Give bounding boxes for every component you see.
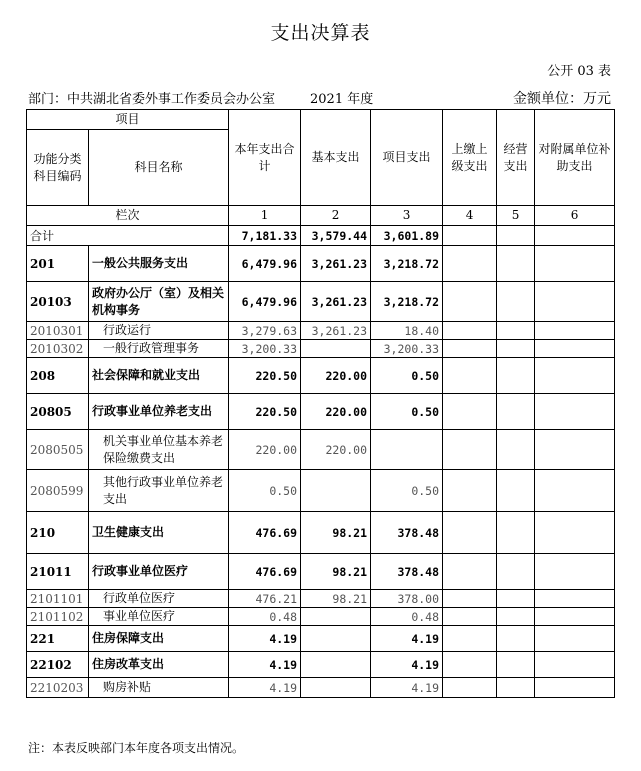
row-business bbox=[497, 512, 535, 554]
row-total: 220.50 bbox=[229, 394, 301, 430]
row-total: 4.19 bbox=[229, 652, 301, 678]
footnote: 注：本表反映部门本年度各项支出情况。 bbox=[28, 741, 245, 755]
row-code: 2080599 bbox=[27, 470, 89, 512]
row-total: 4.19 bbox=[229, 626, 301, 652]
row-subject-name: 一般行政管理事务 bbox=[89, 340, 229, 358]
row-business bbox=[497, 430, 535, 470]
row-code: 210 bbox=[27, 512, 89, 554]
row-subsidy bbox=[535, 246, 615, 282]
row-project: 0.50 bbox=[371, 470, 443, 512]
row-code: 21011 bbox=[27, 554, 89, 590]
table-row bbox=[27, 626, 615, 652]
row-total: 220.50 bbox=[229, 358, 301, 394]
row-subsidy bbox=[535, 678, 615, 698]
row-basic: 3,261.23 bbox=[301, 322, 371, 340]
table-row bbox=[27, 678, 615, 698]
row-project: 0.48 bbox=[371, 608, 443, 626]
header-total: 本年支出合计 bbox=[229, 110, 301, 206]
col-num: 4 bbox=[443, 206, 497, 226]
header-upper: 上缴上级支出 bbox=[443, 110, 497, 206]
row-business bbox=[497, 554, 535, 590]
row-business bbox=[497, 678, 535, 698]
row-upper bbox=[443, 322, 497, 340]
row-basic: 98.21 bbox=[301, 590, 371, 608]
row-upper bbox=[443, 512, 497, 554]
row-subject-name: 行政事业单位养老支出 bbox=[89, 394, 229, 430]
row-project: 4.19 bbox=[371, 626, 443, 652]
table-row bbox=[27, 512, 615, 554]
row-upper bbox=[443, 340, 497, 358]
row-subject-name: 社会保障和就业支出 bbox=[89, 358, 229, 394]
row-code: 221 bbox=[27, 626, 89, 652]
row-upper bbox=[443, 554, 497, 590]
row-total: 3,279.63 bbox=[229, 322, 301, 340]
table-row bbox=[27, 358, 615, 394]
row-upper bbox=[443, 590, 497, 608]
row-subject-name: 事业单位医疗 bbox=[89, 608, 229, 626]
row-subsidy bbox=[535, 394, 615, 430]
row-upper bbox=[443, 678, 497, 698]
col-num: 3 bbox=[371, 206, 443, 226]
total-amount: 7,181.33 bbox=[229, 226, 301, 246]
total-label: 合计 bbox=[27, 226, 229, 246]
header-func-code: 功能分类科目编码 bbox=[27, 130, 89, 206]
row-subject-name: 卫生健康支出 bbox=[89, 512, 229, 554]
row-subsidy bbox=[535, 652, 615, 678]
row-basic bbox=[301, 608, 371, 626]
row-subject-name: 住房改革支出 bbox=[89, 652, 229, 678]
row-code: 2210203 bbox=[27, 678, 89, 698]
row-subsidy bbox=[535, 470, 615, 512]
row-upper bbox=[443, 246, 497, 282]
row-total: 4.19 bbox=[229, 678, 301, 698]
row-subject-name: 一般公共服务支出 bbox=[89, 246, 229, 282]
header-project-expenditure: 项目支出 bbox=[371, 110, 443, 206]
fiscal-year: 2021 年度 bbox=[310, 92, 374, 107]
header-column-label: 栏次 bbox=[27, 206, 229, 226]
total-basic: 3,579.44 bbox=[301, 226, 371, 246]
row-upper bbox=[443, 358, 497, 394]
row-subject-name: 机关事业单位基本养老保险缴费支出 bbox=[89, 430, 229, 470]
row-basic bbox=[301, 470, 371, 512]
row-basic: 220.00 bbox=[301, 394, 371, 430]
row-subject-name: 住房保障支出 bbox=[89, 626, 229, 652]
row-subject-name: 行政事业单位医疗 bbox=[89, 554, 229, 590]
table-row bbox=[27, 430, 615, 470]
row-business bbox=[497, 470, 535, 512]
row-total: 476.69 bbox=[229, 554, 301, 590]
row-total: 220.00 bbox=[229, 430, 301, 470]
row-subsidy bbox=[535, 282, 615, 322]
row-upper bbox=[443, 394, 497, 430]
row-project: 0.50 bbox=[371, 394, 443, 430]
row-basic: 98.21 bbox=[301, 554, 371, 590]
row-upper bbox=[443, 626, 497, 652]
row-code: 2010301 bbox=[27, 322, 89, 340]
row-upper bbox=[443, 470, 497, 512]
row-total: 3,200.33 bbox=[229, 340, 301, 358]
row-code: 20805 bbox=[27, 394, 89, 430]
document-title: 支出决算表 bbox=[270, 22, 371, 44]
row-code: 2101101 bbox=[27, 590, 89, 608]
row-subsidy bbox=[535, 626, 615, 652]
row-code: 2101102 bbox=[27, 608, 89, 626]
row-subsidy bbox=[535, 358, 615, 394]
row-total: 0.50 bbox=[229, 470, 301, 512]
row-subsidy bbox=[535, 590, 615, 608]
row-basic bbox=[301, 626, 371, 652]
row-subsidy bbox=[535, 340, 615, 358]
col-num: 1 bbox=[229, 206, 301, 226]
row-subject-name: 其他行政事业单位养老支出 bbox=[89, 470, 229, 512]
row-business bbox=[497, 626, 535, 652]
header-project: 项目 bbox=[27, 110, 229, 130]
row-total: 6,479.96 bbox=[229, 246, 301, 282]
row-subsidy bbox=[535, 430, 615, 470]
table-row bbox=[27, 608, 615, 626]
row-code: 208 bbox=[27, 358, 89, 394]
table-row bbox=[27, 470, 615, 512]
row-code: 22102 bbox=[27, 652, 89, 678]
row-upper bbox=[443, 608, 497, 626]
expenditure-table bbox=[26, 109, 615, 698]
row-upper bbox=[443, 282, 497, 322]
row-code: 201 bbox=[27, 246, 89, 282]
col-num: 5 bbox=[497, 206, 535, 226]
table-row bbox=[27, 246, 615, 282]
col-num: 6 bbox=[535, 206, 615, 226]
row-project: 4.19 bbox=[371, 652, 443, 678]
row-basic: 98.21 bbox=[301, 512, 371, 554]
row-basic bbox=[301, 340, 371, 358]
row-subsidy bbox=[535, 512, 615, 554]
row-business bbox=[497, 246, 535, 282]
total-project: 3,601.89 bbox=[371, 226, 443, 246]
row-subsidy bbox=[535, 322, 615, 340]
department-name: 部门：中共湖北省委外事工作委员会办公室 bbox=[28, 92, 276, 107]
row-subject-name: 行政单位医疗 bbox=[89, 590, 229, 608]
row-business bbox=[497, 590, 535, 608]
row-subject-name: 政府办公厅（室）及相关机构事务 bbox=[89, 282, 229, 322]
row-code: 20103 bbox=[27, 282, 89, 322]
row-business bbox=[497, 322, 535, 340]
header-basic: 基本支出 bbox=[301, 110, 371, 206]
row-code: 2080505 bbox=[27, 430, 89, 470]
row-upper bbox=[443, 430, 497, 470]
row-upper bbox=[443, 652, 497, 678]
row-basic: 3,261.23 bbox=[301, 282, 371, 322]
total-row bbox=[27, 226, 615, 246]
row-basic: 220.00 bbox=[301, 358, 371, 394]
row-business bbox=[497, 608, 535, 626]
row-project: 3,218.72 bbox=[371, 282, 443, 322]
table-code: 公开 03 表 bbox=[547, 64, 611, 79]
col-num: 2 bbox=[301, 206, 371, 226]
table-row bbox=[27, 282, 615, 322]
row-basic: 3,261.23 bbox=[301, 246, 371, 282]
row-business bbox=[497, 340, 535, 358]
row-subsidy bbox=[535, 608, 615, 626]
row-basic: 220.00 bbox=[301, 430, 371, 470]
row-business bbox=[497, 394, 535, 430]
row-business bbox=[497, 282, 535, 322]
row-total: 476.21 bbox=[229, 590, 301, 608]
row-subject-name: 购房补贴 bbox=[89, 678, 229, 698]
header-subject-name: 科目名称 bbox=[89, 130, 229, 206]
table-row bbox=[27, 340, 615, 358]
table-row bbox=[27, 394, 615, 430]
table-row bbox=[27, 590, 615, 608]
row-project: 378.48 bbox=[371, 554, 443, 590]
row-project: 3,218.72 bbox=[371, 246, 443, 282]
row-business bbox=[497, 652, 535, 678]
row-total: 476.69 bbox=[229, 512, 301, 554]
row-project bbox=[371, 430, 443, 470]
header-subsidy: 对附属单位补助支出 bbox=[535, 110, 615, 206]
row-project: 378.48 bbox=[371, 512, 443, 554]
row-basic bbox=[301, 652, 371, 678]
row-subject-name: 行政运行 bbox=[89, 322, 229, 340]
row-total: 6,479.96 bbox=[229, 282, 301, 322]
row-project: 3,200.33 bbox=[371, 340, 443, 358]
row-subsidy bbox=[535, 554, 615, 590]
amount-unit: 金额单位：万元 bbox=[513, 91, 611, 107]
row-project: 4.19 bbox=[371, 678, 443, 698]
table-row bbox=[27, 554, 615, 590]
row-code: 2010302 bbox=[27, 340, 89, 358]
row-project: 0.50 bbox=[371, 358, 443, 394]
table-row bbox=[27, 652, 615, 678]
row-project: 18.40 bbox=[371, 322, 443, 340]
row-project: 378.00 bbox=[371, 590, 443, 608]
row-total: 0.48 bbox=[229, 608, 301, 626]
row-business bbox=[497, 358, 535, 394]
header-business: 经营支出 bbox=[497, 110, 535, 206]
row-basic bbox=[301, 678, 371, 698]
table-row bbox=[27, 322, 615, 340]
